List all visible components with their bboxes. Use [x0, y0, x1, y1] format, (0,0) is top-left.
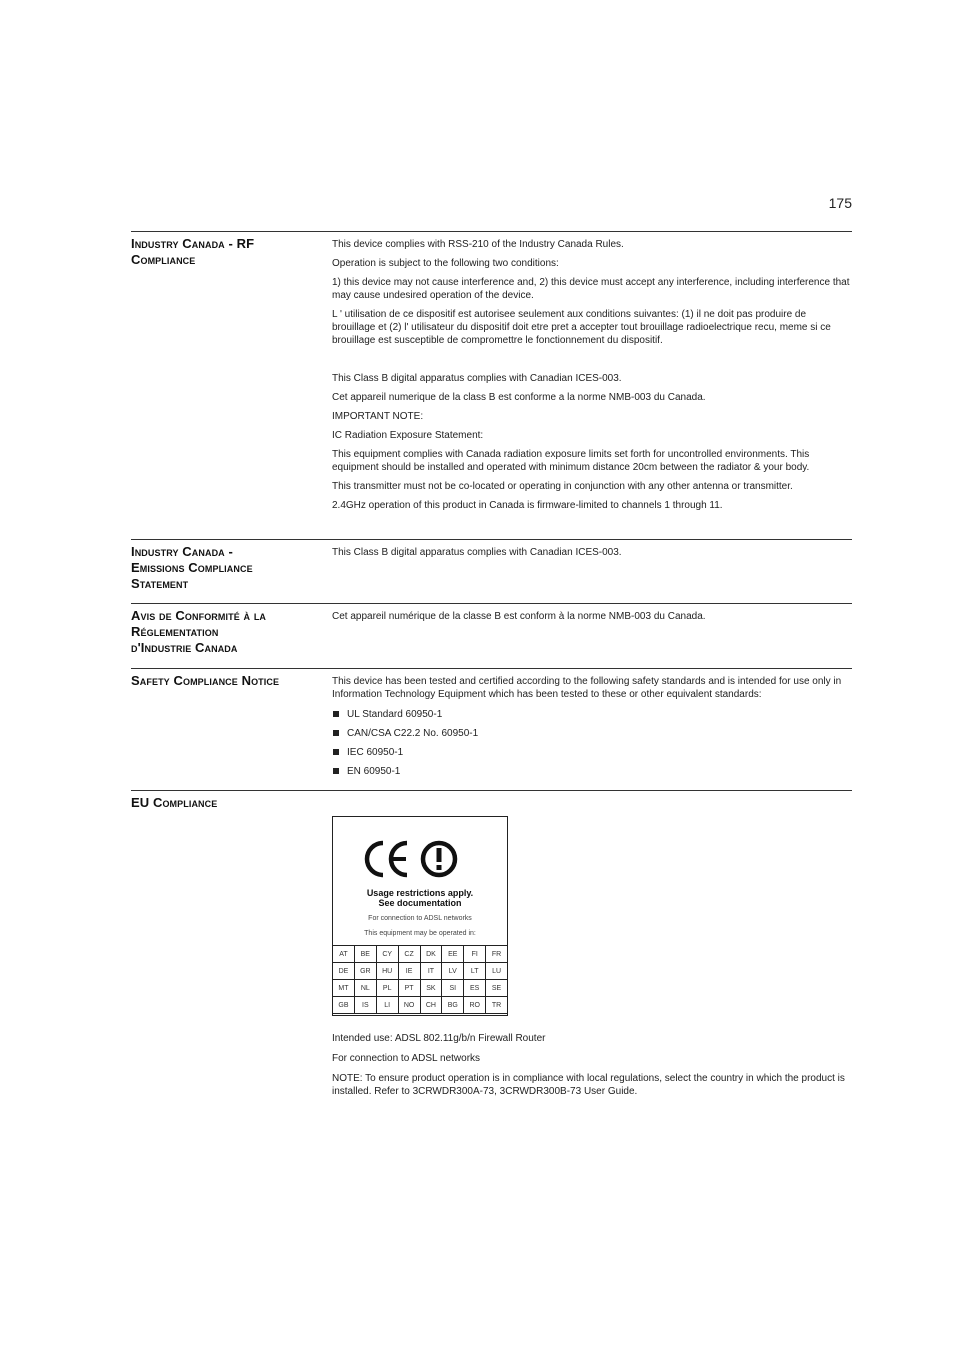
ce-marking-label [332, 816, 508, 1016]
heading-line: Industry Canada - [131, 544, 233, 559]
paragraph: NOTE: To ensure product operation is in compliance with local regulations, select the country in which the product is installed. Refer to 3CRWDR300A-73, 3CRWDR300B-73 User Guide. [332, 1073, 845, 1097]
country-cell: FR [486, 946, 508, 963]
country-cell: BE [354, 946, 376, 963]
section-safety-compliance [131, 668, 852, 789]
country-cell: FI [464, 946, 486, 963]
section-eu-compliance [131, 790, 852, 811]
country-cell: EE [442, 946, 464, 963]
paragraph: IC Radiation Exposure Statement: [332, 430, 484, 441]
section-heading [131, 544, 321, 592]
paragraph: This device complies with RSS-210 of the Industry Canada Rules. [332, 239, 624, 250]
list-item [332, 727, 852, 740]
country-cell: LU [486, 963, 508, 980]
section-body [332, 610, 852, 629]
country-row [333, 997, 508, 1014]
usage-line: Usage restrictions apply. [366, 888, 474, 898]
usage-restrictions-text [333, 888, 507, 908]
country-cell: DE [333, 963, 355, 980]
operated-in-text: This equipment may be operated in: [364, 930, 476, 937]
list-item [332, 708, 852, 721]
paragraph: For connection to ADSL networks [332, 1053, 481, 1064]
section-heading [131, 673, 321, 689]
country-cell: TR [486, 997, 508, 1014]
list-item-text: IEC 60950-1 [347, 747, 404, 758]
country-cell: AT [333, 946, 355, 963]
country-cell: MT [333, 980, 355, 997]
country-cell: SK [420, 980, 442, 997]
section-industry-canada-rf [131, 231, 852, 537]
list-item-text: EN 60950-1 [347, 766, 401, 777]
country-cell: CH [420, 997, 442, 1014]
country-cell: HU [376, 963, 398, 980]
country-cell: SE [486, 980, 508, 997]
section-body [332, 238, 852, 518]
country-cell: NO [398, 997, 420, 1014]
country-cell: LV [442, 963, 464, 980]
section-body [332, 675, 852, 784]
paragraph: This device has been tested and certified according to the following safety standards and is intended for use only in Information Technology Equipment which has been tested to these or other equivalent standards: [332, 676, 842, 700]
paragraph: L ' utilisation de ce dispositif est autorisee seulement aux conditions suivantes: (1) il ne doit pas produire de brouillage et (2) l' utilisateur du dispositif doit etre pret a accepter tout brouillage radioelectrique recu, meme si ce brouillage est susceptible de compromettre le fonctionnement du dispositif. [332, 309, 831, 346]
list-item-text: UL Standard 60950-1 [347, 709, 443, 720]
heading-line: Emissions Compliance [131, 560, 253, 575]
heading-line: Industry Canada - RF [131, 236, 255, 251]
country-cell: SI [442, 980, 464, 997]
eu-compliance-text [332, 1032, 852, 1105]
section-heading [131, 236, 321, 268]
country-table [332, 945, 508, 1014]
list-item [332, 746, 852, 759]
heading-line: EU Compliance [131, 795, 218, 810]
country-cell: IT [420, 963, 442, 980]
usage-line: See documentation [378, 898, 462, 908]
paragraph: Cet appareil numérique de la classe B est conform à la norme NMB-003 du Canada. [332, 611, 706, 622]
page-number: 175 [828, 195, 852, 211]
country-cell: PL [376, 980, 398, 997]
bullet-square-icon [333, 768, 339, 774]
country-cell: IS [354, 997, 376, 1014]
section-body [332, 546, 852, 565]
country-cell: BG [442, 997, 464, 1014]
country-cell: NL [354, 980, 376, 997]
section-industry-canada-emissions [131, 539, 852, 602]
heading-line: Statement [131, 576, 189, 591]
country-cell: PT [398, 980, 420, 997]
heading-line: d'Industrie Canada [131, 640, 238, 655]
paragraph: Operation is subject to the following two conditions: [332, 258, 559, 269]
section-heading [131, 795, 321, 811]
paragraph: This equipment complies with Canada radiation exposure limits set forth for uncontrolled environments. This equipment should be installed and operated with minimum distance 20cm between the radiator & your body. [332, 449, 810, 473]
list-item [332, 765, 852, 778]
country-cell: RO [464, 997, 486, 1014]
country-cell: LT [464, 963, 486, 980]
paragraph: Intended use: ADSL 802.11g/b/n Firewall Router [332, 1033, 546, 1044]
paragraph: IMPORTANT NOTE: [332, 411, 424, 422]
heading-line: Compliance [131, 252, 196, 267]
country-cell: ES [464, 980, 486, 997]
bullet-square-icon [333, 730, 339, 736]
country-cell: DK [420, 946, 442, 963]
connection-text: For connection to ADSL networks [368, 915, 472, 922]
country-cell: CZ [398, 946, 420, 963]
heading-line: Safety Compliance Notice [131, 673, 280, 688]
country-row [333, 980, 508, 997]
ce-alert-logo-icon [363, 837, 463, 881]
paragraph: This Class B digital apparatus complies with Canadian ICES-003. [332, 547, 622, 558]
country-cell: GR [354, 963, 376, 980]
country-row [333, 946, 508, 963]
country-cell: CY [376, 946, 398, 963]
paragraph: 1) this device may not cause interference and, 2) this device must accept any interference, including interference that may cause undesired operation of the device. [332, 277, 850, 301]
heading-line: Avis de Conformité à la [131, 608, 267, 623]
country-cell: IE [398, 963, 420, 980]
country-cell: LI [376, 997, 398, 1014]
section-heading [131, 608, 321, 656]
list-item-text: CAN/CSA C22.2 No. 60950-1 [347, 728, 479, 739]
section-avis-de-conformite [131, 603, 852, 666]
paragraph: 2.4GHz operation of this product in Canada is firmware-limited to channels 1 through 11. [332, 500, 723, 511]
paragraph: This transmitter must not be co-located or operating in conjunction with any other antenna or transmitter. [332, 481, 793, 492]
heading-line: Réglementation [131, 624, 219, 639]
country-row [333, 963, 508, 980]
standards-list [332, 708, 852, 778]
bullet-square-icon [333, 749, 339, 755]
country-cell: GB [333, 997, 355, 1014]
paragraph: This Class B digital apparatus complies with Canadian ICES-003. [332, 373, 622, 384]
bullet-square-icon [333, 711, 339, 717]
paragraph: Cet appareil numerique de la class B est conforme a la norme NMB-003 du Canada. [332, 392, 706, 403]
